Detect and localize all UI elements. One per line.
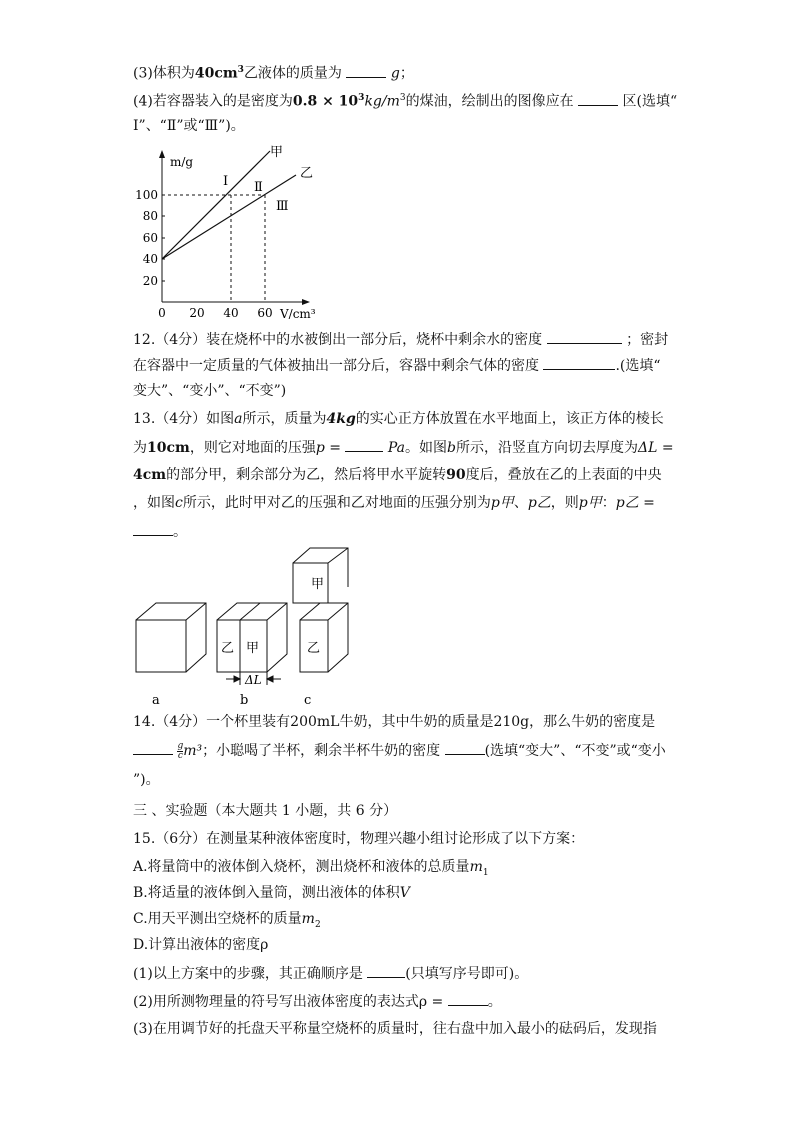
answer-blank[interactable] <box>133 740 173 755</box>
xtick-0: 0 <box>158 306 166 320</box>
q12-line1: 12.（4分）装在烧杯中的水被倒出一部分后，烧杯中剩余水的密度 ；密封 <box>133 329 668 350</box>
fig-label-a: a <box>152 693 160 708</box>
answer-blank[interactable] <box>133 521 173 536</box>
series-line-yi <box>162 175 296 259</box>
q15-step2: (2)用所测物理量的符号写出液体密度的表达式ρ = 。 <box>133 991 502 1012</box>
answer-blank[interactable] <box>578 91 618 106</box>
cube-figures <box>130 545 380 710</box>
q15-option-a: A.将量筒中的液体倒入烧杯，测出烧杯和液体的总质量$m_1$ <box>133 859 489 878</box>
q14-line1: 14.（4分）一个杯里装有200mL牛奶，其中牛奶的质量是210g，那么牛奶的密度是 <box>133 714 656 730</box>
answer-blank[interactable] <box>445 740 485 755</box>
answer-blank[interactable] <box>547 329 622 344</box>
q14-line2: $\frac{g}{c}$ m³；小聪喝了半杯，剩余半杯牛奶的密度 (选填“变大”、“不变”或“变小 <box>133 740 666 761</box>
fig-c-jia: 甲 <box>311 577 325 592</box>
q11-part3: (3)体积为$40cm^3$乙液体的质量为 g； <box>133 60 414 84</box>
fig-label-c: c <box>304 693 312 708</box>
fig-c-yi: 乙 <box>307 641 321 656</box>
q13-line5: 。 <box>133 521 187 542</box>
q15-option-d: D.计算出液体的密度ρ <box>133 937 269 953</box>
region-label-3: Ⅲ <box>276 199 289 214</box>
q15-intro: 15.（6分）在测量某种液体密度时，物理兴趣小组讨论形成了以下方案： <box>133 831 585 847</box>
line-label-jia: 甲 <box>270 145 284 160</box>
q13-line2: 为10cm，则它对地面的压强p = Pa。如图b所示，沿竖直方向切去厚度为ΔL = <box>133 437 674 458</box>
q11-part4-cont: Ⅰ”、“Ⅱ”或“Ⅲ”)。 <box>133 118 245 134</box>
ytick-40: 40 <box>142 252 158 266</box>
q11-part4: (4)若容器装入的是密度为$0.8 \times 10^3kg/m^3$的煤油，绘制出的图像应在 区(选填“ <box>133 88 677 112</box>
q14-line3: ”)。 <box>133 772 160 788</box>
fig-b-jia: 甲 <box>246 641 260 656</box>
ytick-60: 60 <box>142 231 158 245</box>
xtick-60: 60 <box>257 306 273 320</box>
line-label-yi: 乙 <box>300 166 314 181</box>
ytick-100: 100 <box>135 188 158 202</box>
region-label-2: Ⅱ <box>254 180 263 195</box>
xtick-40: 40 <box>223 306 239 320</box>
answer-blank[interactable] <box>345 437 383 452</box>
q13-line1: 13.（4分）如图a所示，质量为4kg的实心正方体放置在水平地面上，该正方体的棱长 <box>133 411 664 427</box>
fraction-denominator: c <box>177 750 183 761</box>
answer-blank[interactable] <box>543 355 615 370</box>
answer-blank[interactable] <box>448 991 488 1006</box>
q13-line4: ，如图c所示，此时甲对乙的压强和乙对地面的压强分别为p甲、p乙，则p甲：p乙 = <box>133 495 655 511</box>
answer-blank[interactable] <box>346 63 386 78</box>
section-title: 三 、实验题（本大题共 1 小题，共 6 分） <box>133 803 398 819</box>
q13-line3: 4cm的部分甲，剩余部分为乙，然后将甲水平旋转90度后，叠放在乙的上表面的中央 <box>133 467 662 483</box>
x-axis-label: V/cm³ <box>280 307 316 321</box>
q15-step1: (1)以上方案中的步骤，其正确顺序是 (只填写序号即可)。 <box>133 963 528 984</box>
fraction-numerator: g <box>177 740 184 751</box>
xtick-20: 20 <box>189 306 205 320</box>
fig-label-b: b <box>240 693 249 708</box>
y-ticks <box>135 188 165 288</box>
q15-option-c: C.用天平测出空烧杯的质量$m_2$ <box>133 911 321 930</box>
cube-a <box>136 603 206 672</box>
q12-line3: 变大”、“变小”、“不变”) <box>133 383 287 399</box>
region-label-1: Ⅰ <box>223 174 229 189</box>
ytick-80: 80 <box>142 209 158 223</box>
y-axis-label: m/g <box>170 155 194 169</box>
q12-line2: 在容器中一定质量的气体被抽出一部分后，容器中剩余气体的密度 .(选填“ <box>133 355 661 376</box>
y-axis-arrow <box>159 150 165 158</box>
cube-c <box>293 548 348 672</box>
mass-volume-graph <box>130 142 330 327</box>
x-axis-arrow <box>302 299 310 305</box>
x-ticks <box>158 306 272 320</box>
ytick-20: 20 <box>142 274 158 288</box>
q15-option-b: B.将适量的液体倒入量筒，测出液体的体积V <box>133 885 410 901</box>
fig-b-yi: 乙 <box>221 641 235 656</box>
delta-l-label: ΔL <box>245 673 262 687</box>
q15-step3: (3)在用调节好的托盘天平称量空烧杯的质量时，往右盘中加入最小的砝码后，发现指 <box>133 1021 657 1037</box>
answer-blank[interactable] <box>367 963 405 978</box>
